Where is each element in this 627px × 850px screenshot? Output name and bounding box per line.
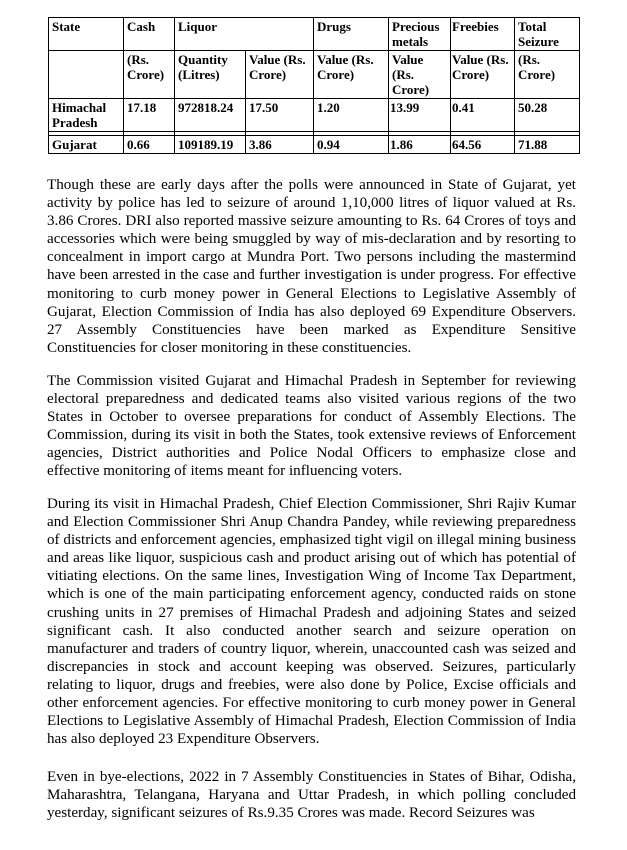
cell-precious-metals: 1.86 <box>389 136 451 154</box>
header-liquor: Liquor <box>175 18 314 51</box>
cell-cash: 0.66 <box>124 136 175 154</box>
header-cash: Cash <box>124 18 175 51</box>
subheader-precious-metals: Value (Rs. Crore) <box>389 51 451 99</box>
header-drugs: Drugs <box>314 18 389 51</box>
cell-state: Himachal Pradesh <box>49 99 124 132</box>
header-freebies: Freebies <box>451 18 515 51</box>
header-precious-metals: Precious metals <box>389 18 451 51</box>
cell-total: 50.28 <box>515 99 580 132</box>
cell-freebies: 0.41 <box>451 99 515 132</box>
cell-drugs: 0.94 <box>314 136 389 154</box>
table-subheader-row <box>49 51 580 99</box>
table-row <box>49 136 580 154</box>
cell-precious-metals: 13.99 <box>389 99 451 132</box>
paragraph-bye-elections: Even in bye-elections, 2022 in 7 Assembly Constituencies in States of Bihar, Odisha, Maharashtra, Telangana, Haryana and Uttar Pradesh, in which polling concluded yesterday, significant seizures of Rs.9.35 Crores was made. Record Seizures was <box>47 769 576 822</box>
header-state: State <box>49 18 124 51</box>
subheader-total-seizure: (Rs. Crore) <box>515 51 580 99</box>
subheader-liquor-quantity: Quantity (Litres) <box>175 51 246 99</box>
subheader-liquor-value: Value (Rs. Crore) <box>246 51 314 99</box>
paragraph-commission-visit: The Commission visited Gujarat and Himachal Pradesh in September for reviewing electoral preparedness and dedicated teams also visited various regions of the two States in October to oversee preparations for conduct of Assembly Elections. The Commission, during its visit in both the States, took extensive reviews of Enforcement agencies, District authorities and Police Nodal Officers to emphasize close and effective monitoring of items meant for influencing voters. <box>47 373 576 480</box>
cell-state: Gujarat <box>49 136 124 154</box>
cell-liquor-quantity: 109189.19 <box>175 136 246 154</box>
cell-drugs: 1.20 <box>314 99 389 132</box>
cell-liquor-value: 3.86 <box>246 136 314 154</box>
subheader-state-empty <box>49 51 124 99</box>
cell-freebies: 64.56 <box>451 136 515 154</box>
cell-cash: 17.18 <box>124 99 175 132</box>
header-total-seizure: Total Seizure <box>515 18 580 51</box>
subheader-drugs: Value (Rs. Crore) <box>314 51 389 99</box>
table-header-row <box>49 18 580 51</box>
subheader-freebies: Value (Rs. Crore) <box>451 51 515 99</box>
cell-total: 71.88 <box>515 136 580 154</box>
seizure-table <box>48 17 580 154</box>
cell-liquor-quantity: 972818.24 <box>175 99 246 132</box>
subheader-cash: (Rs. Crore) <box>124 51 175 99</box>
cell-liquor-value: 17.50 <box>246 99 314 132</box>
paragraph-gujarat-seizures: Though these are early days after the polls were announced in State of Gujarat, yet activity by police has led to seizure of around 1,10,000 litres of liquor valued at Rs. 3.86 Crores. DRI also reported massive seizure amounting to Rs. 64 Crores of toys and accessories which were being smuggled by way of mis-declaration and by resorting to concealment in import cargo at Mundra Port. Two persons including the mastermind have been arrested in the case and further investigation is under progress. For effective monitoring to curb money power in General Elections to Legislative Assembly of Gujarat, Election Commission of India has also deployed 69 Expenditure Observers. 27 Assembly Constituencies have been marked as Expenditure Sensitive Constituencies for closer monitoring in these constituencies. <box>47 177 576 356</box>
table-row <box>49 99 580 132</box>
paragraph-himachal-review: During its visit in Himachal Pradesh, Chief Election Commissioner, Shri Rajiv Kumar and Election Commissioner Shri Anup Chandra Pandey, while reviewing preparedness of districts and enforcement agencies, emphasized tight vigil on illegal mining business and areas like liquor, suspicious cash and product arising out of which has potential of vitiating elections. On the same lines, Investigation Wing of Income Tax Department, which is one of the main participating enforcement agency, conducted raids on stone crushing units in 27 premises of Himachal Pradesh and adjoining States and seized significant cash. It also conducted another search and seizure operation on manufacturer and traders of country liquor, wherein, unaccounted cash was seized and discrepancies in stock and account keeping was observed. Seizures, particularly relating to liquor, drugs and freebies, were also done by Police, Excise officials and other enforcement agencies. For effective monitoring to curb money power in General Elections to Legislative Assembly of Himachal Pradesh, Election Commission of India has also deployed 23 Expenditure Observers. <box>47 496 576 748</box>
